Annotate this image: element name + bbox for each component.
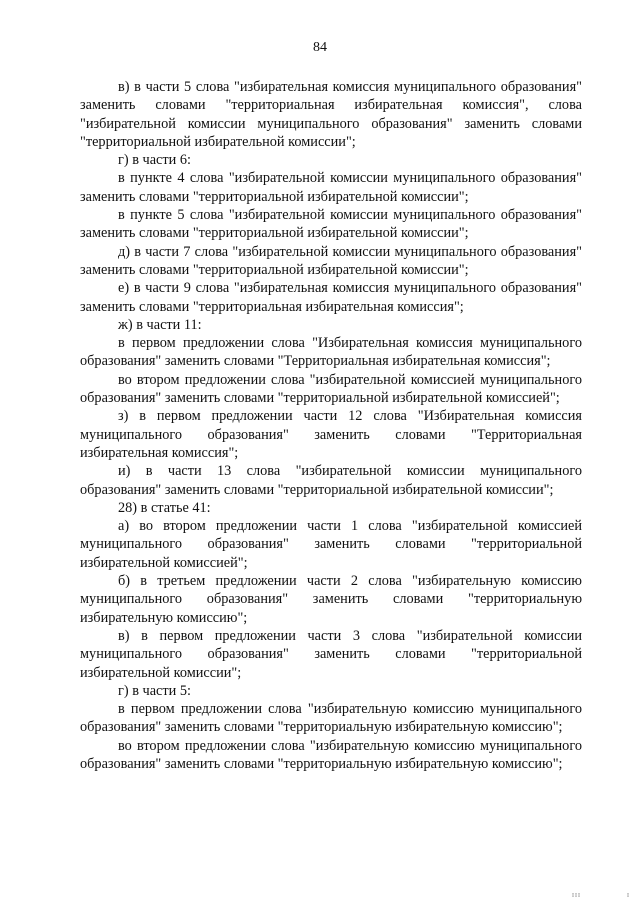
- document-body: [80, 78, 582, 773]
- paragraph: во втором предложении слова "избирательную комиссию муниципального образования" заменить словами "территориальную избирательную комиссию";: [80, 737, 582, 772]
- paragraph: в первом предложении слова "избирательную комиссию муниципального образования" заменить словами "территориальную избирательную комиссию";: [80, 701, 582, 736]
- paragraph: з) в первом предложении части 12 слова "Избирательная комиссия муниципального образования" заменить словами "Территориальная избирательная комиссия";: [80, 408, 582, 461]
- paragraph: г) в части 6:: [118, 152, 191, 169]
- paragraph: в) в части 5 слова "избирательная комиссия муниципального образования" заменить словами "территориальная избирательная комиссия", слова "избирательной комиссии муниципального образования" заменить словами "территориальной избирательной комиссии";: [80, 79, 582, 150]
- paragraph: в пункте 5 слова "избирательной комиссии муниципального образования" заменить словами "территориальной избирательной комиссии";: [80, 207, 582, 242]
- paragraph: в) в первом предложении части 3 слова "избирательной комиссии муниципального образования" заменить словами "территориальной избирательной комиссии";: [80, 627, 582, 681]
- paragraph: в пункте 4 слова "избирательной комиссии муниципального образования" заменить словами "территориальной избирательной комиссии";: [80, 170, 582, 205]
- paragraph: д) в части 7 слова "избирательной комиссии муниципального образования" заменить словами "территориальной избирательной комиссии";: [80, 243, 582, 278]
- paragraph: е) в части 9 слова "избирательная комиссия муниципального образования" заменить словами "территориальная избирательная комиссия";: [80, 280, 582, 315]
- edge-mark: I: [627, 893, 629, 899]
- paragraph: б) в третьем предложении части 2 слова "избирательную комиссию муниципального образования" заменить словами "территориальную избирательную комиссию";: [80, 573, 582, 626]
- paragraph: ж) в части 11:: [118, 316, 202, 333]
- page-number: 84: [313, 40, 327, 55]
- footer-mark: III: [572, 893, 581, 899]
- paragraph: 28) в статье 41:: [118, 499, 211, 516]
- paragraph: а) во втором предложении части 1 слова "избирательной комиссией муниципального образования" заменить словами "территориальной избирательной комиссией";: [80, 518, 582, 571]
- paragraph: во втором предложении слова "избирательной комиссией муниципального образования" заменить словами "территориальной избирательной комиссией";: [80, 371, 582, 407]
- paragraph: и) в части 13 слова "избирательной комиссии муниципального образования" заменить словами "территориальной избирательной комиссии";: [80, 463, 582, 498]
- paragraph: в первом предложении слова "Избирательная комиссия муниципального образования" заменить словами "Территориальная избирательная комиссия";: [80, 335, 582, 370]
- paragraph: г) в части 5:: [118, 682, 191, 699]
